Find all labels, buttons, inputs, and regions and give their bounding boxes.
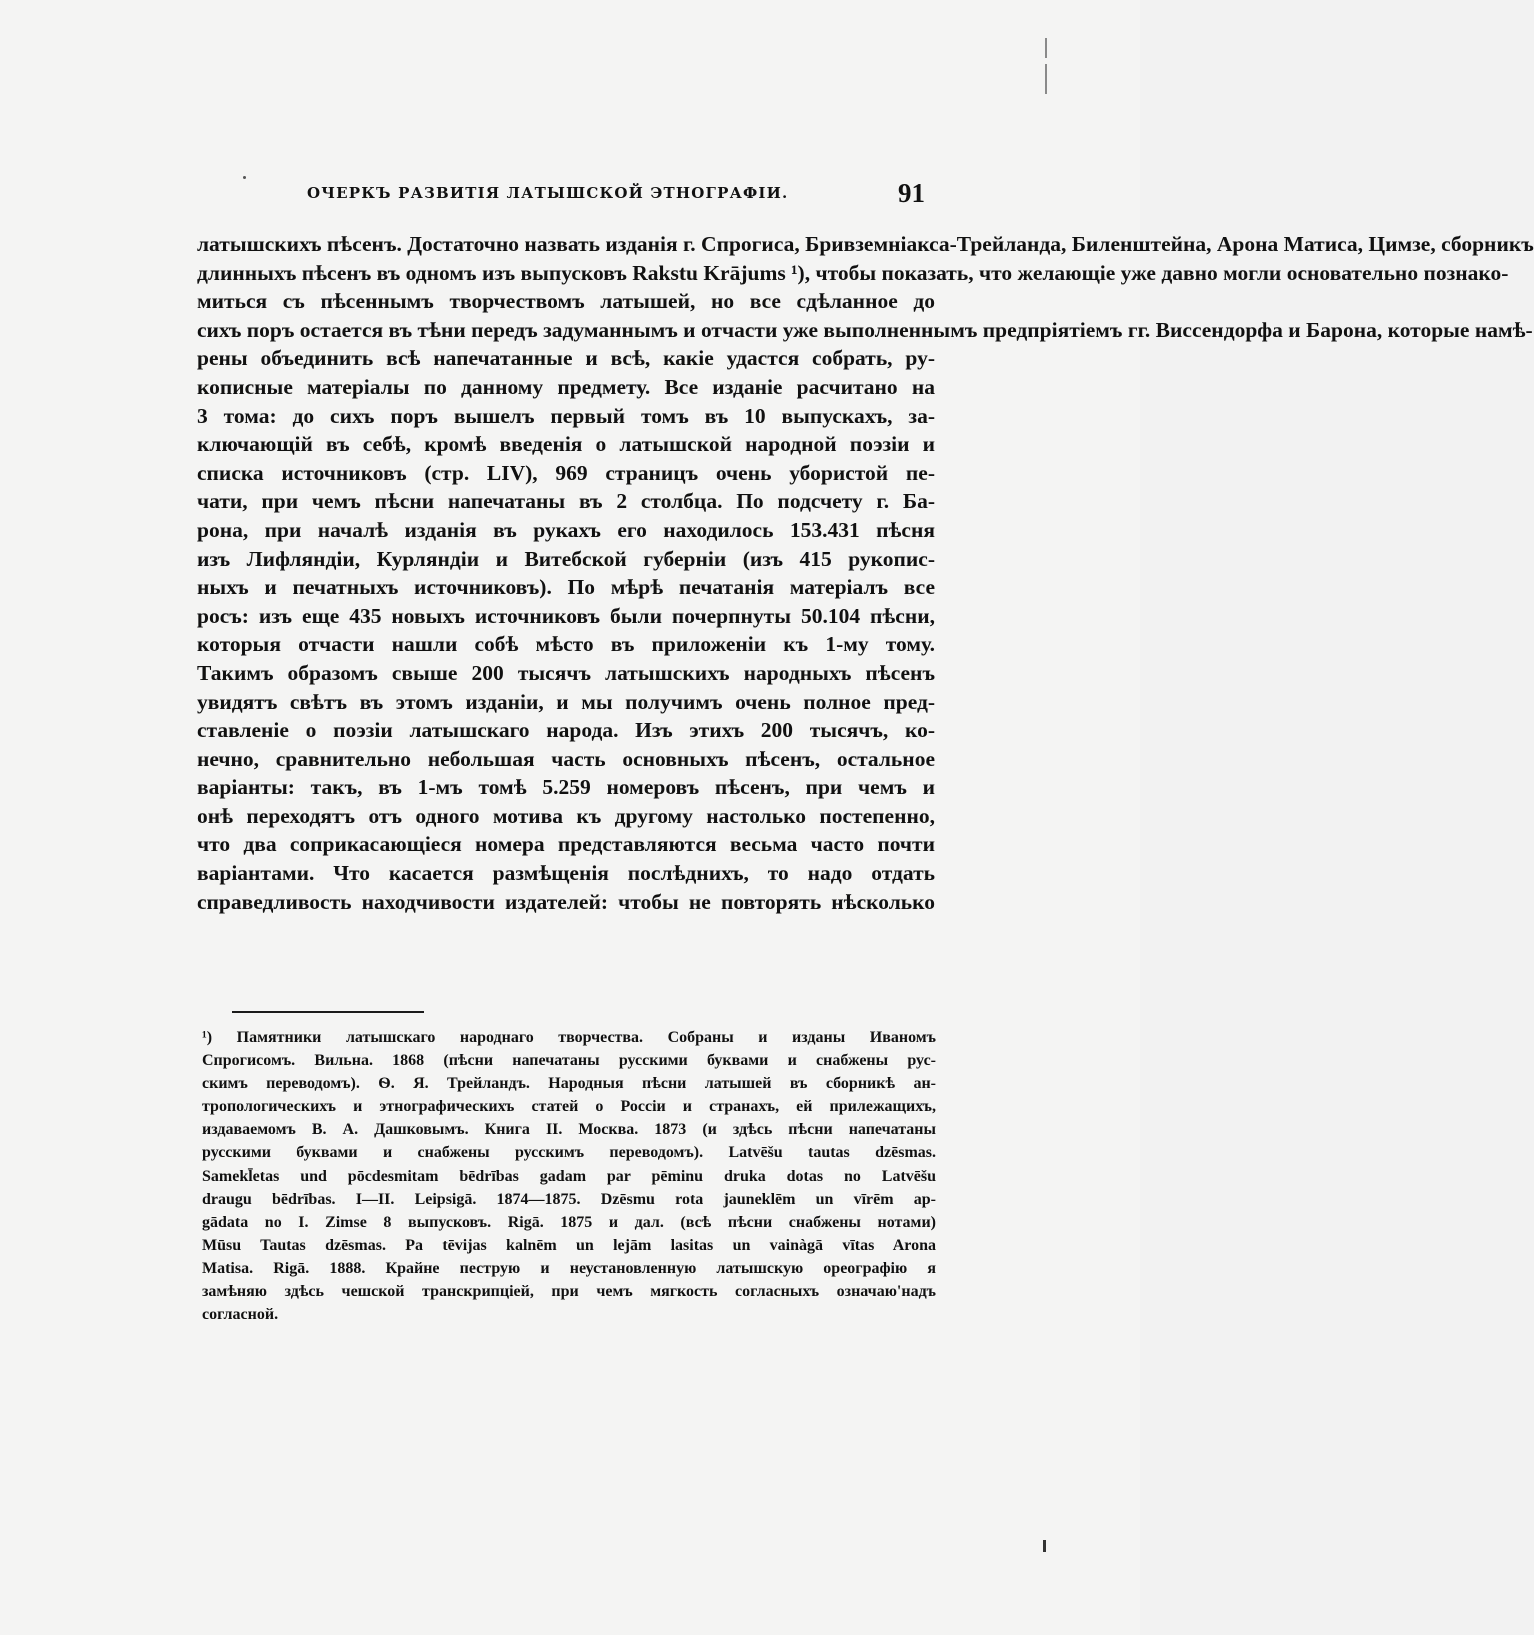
footnote-line: gādata no I. Zimse 8 выпусковъ. Rigā. 1875 и дал. (всѣ пѣсни снабжены нотами) (202, 1213, 936, 1231)
footnote-line: согласной. (202, 1306, 279, 1324)
text-line: что два соприкасающіеся номера представляются весьма часто почти (197, 832, 935, 857)
text-line: длинныхъ пѣсенъ въ одномъ изъ выпусковъ Rakstu Krājums ¹), чтобы показать, что желающіе уже давно могли основательно познако- (197, 260, 1509, 285)
footnote-line: замѣняю здѣсь чешской транскрипціей, при чемъ мягкость согласныхъ означаю'надъ (202, 1283, 936, 1301)
text-line: нечно, сравнительно небольшая часть основныхъ пѣсенъ, остальное (197, 746, 935, 771)
footnote-line: русскими буквами и снабжены русскимъ переводомъ). Latvēšu tautas dzēsmas. (202, 1144, 936, 1162)
footnote-divider (232, 1011, 424, 1013)
footnote-line: draugu bēdrības. I—II. Leipsigā. 1874—1875. Dzēsmu rota jauneklēm un vīrēm ap- (202, 1190, 936, 1208)
footnote-line: Спрогисомъ. Вильна. 1868 (пѣсни напечатаны русскими буквами и снабжены рус- (202, 1052, 936, 1070)
text-line: рона, при началѣ изданія въ рукахъ его находилось 153.431 пѣсня (197, 517, 935, 542)
text-line: чати, при чемъ пѣсни напечатаны въ 2 столбца. По подсчету г. Ба- (197, 489, 935, 514)
footnote-line: ¹) Памятники латышскаго народнаго творчества. Собраны и изданы Иваномъ (202, 1029, 936, 1046)
footnote (202, 1026, 936, 1326)
text-line: 3 тома: до сихъ поръ вышелъ первый томъ въ 10 выпускахъ, за- (197, 403, 935, 428)
text-line: ныхъ и печатныхъ источниковъ). По мѣрѣ печатанія матеріалъ все (197, 575, 935, 600)
text-line: изъ Лифляндіи, Курляндіи и Витебской губерніи (изъ 415 рукопис- (197, 546, 935, 571)
footnote-line: скимъ переводомъ). Ѳ. Я. Трейландъ. Народныя пѣсни латышей въ сборникѣ ан- (202, 1075, 936, 1093)
footnote-line: Samekl̄etas und pōcdesmitam bēdrības gadam par pēminu druka dotas no Latvēšu (202, 1167, 936, 1185)
scan-edge-mark (1045, 64, 1047, 94)
text-line: росъ: изъ еще 435 новыхъ источниковъ были почерпнуты 50.104 пѣсни, (197, 603, 935, 628)
text-line: варіантами. Что касается размѣщенія послѣднихъ, то надо отдать (197, 861, 935, 886)
text-line: варіанты: такъ, въ 1-мъ томѣ 5.259 номеровъ пѣсенъ, при чемъ и (197, 775, 935, 800)
text-line: кописные матеріалы по данному предмету. Все изданіе расчитано на (197, 374, 935, 399)
scan-edge-mark (1045, 38, 1047, 58)
text-line: которыя отчасти нашли собѣ мѣсто въ приложеніи къ 1-му тому. (197, 632, 935, 657)
footnote-line: тропологическихъ и этнографическихъ статей о Россіи и странахъ, ей прилежащихъ, (202, 1098, 936, 1116)
text-line: рены объединить всѣ напечатанные и всѣ, какіе удастся собрать, ру- (197, 346, 935, 371)
footnote-line: издаваемомъ В. А. Дашковымъ. Книга II. Москва. 1873 (и здѣсь пѣсни напечатаны (202, 1121, 936, 1139)
scan-dot-mark (243, 176, 246, 179)
text-line: Такимъ образомъ свыше 200 тысячъ латышскихъ народныхъ пѣсенъ (197, 660, 935, 685)
footnote-line: Matisa. Rigā. 1888. Крайне пеструю и неустановленную латышскую ореографію я (202, 1259, 936, 1277)
footnote-line: Mūsu Tautas dzēsmas. Pa tēvijas kalnēm un lejām lasitas un vainàgā vītas Arona (202, 1236, 936, 1254)
text-line: справедливость находчивости издателей: чтобы не повторять нѣсколько (197, 889, 935, 914)
running-title: ОЧЕРКЪ РАЗВИТІЯ ЛАТЫШСКОЙ ЭТНОГРАФІИ. (307, 184, 789, 202)
text-line: ставленіе о поэзіи латышскаго народа. Изъ этихъ 200 тысячъ, ко- (197, 718, 935, 743)
page-header (197, 178, 937, 212)
text-line: списка источниковъ (стр. LIV), 969 страницъ очень убористой пе- (197, 460, 935, 485)
page-number: 91 (898, 178, 925, 208)
main-text (197, 230, 1534, 916)
text-line: латышскихъ пѣсенъ. Достаточно назвать изданія г. Спрогиса, Бривземніакса-Трейланда, Биленштейна, Арона Матиса, Цимзе, сборникъ (197, 232, 1534, 256)
text-line: миться съ пѣсеннымъ творчествомъ латышей, но все сдѣланное до (197, 289, 935, 314)
scan-edge-mark (1043, 1540, 1046, 1552)
text-line: увидятъ свѣтъ въ этомъ изданіи, и мы получимъ очень полное пред- (197, 689, 935, 714)
text-line: онѣ переходятъ отъ одного мотива къ другому настолько постепенно, (197, 803, 935, 828)
text-line: сихъ поръ остается въ тѣни передъ задуманнымъ и отчасти уже выполненнымъ предпріятіемъ гг. Виссендорфа и Барона, которые намѣ- (197, 317, 1533, 342)
text-line: ключающій въ себѣ, кромѣ введенія о латышской народной поэзіи и (197, 432, 935, 457)
